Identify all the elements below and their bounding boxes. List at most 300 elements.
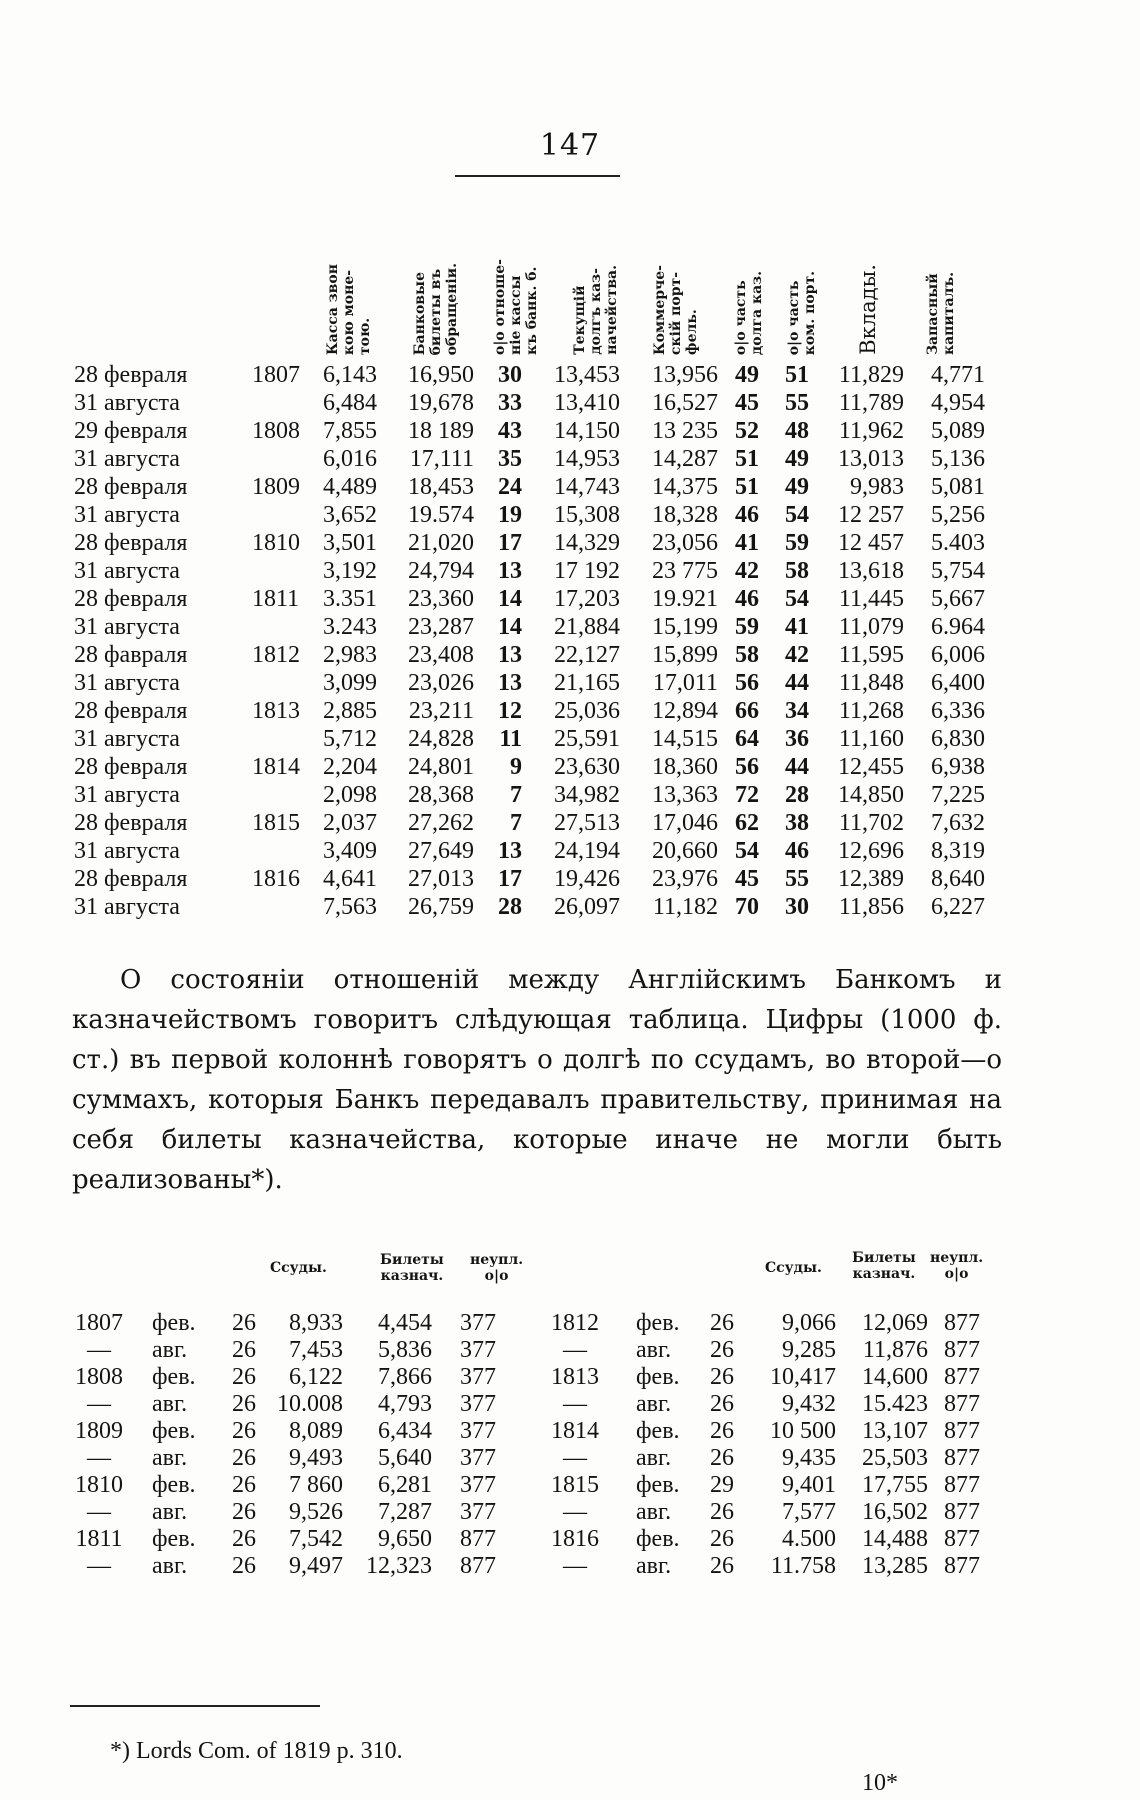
cell-kassa: 6,484: [323, 390, 377, 416]
cell-pct-portf: 41: [785, 614, 809, 640]
left-cell-day: 26: [232, 1472, 256, 1498]
cell-vklady: 11,595: [838, 642, 904, 668]
header-pct-portf: o|o часть ком. порт.: [786, 270, 818, 355]
cell-pct-kassa: 13: [498, 670, 522, 696]
cell-date: 31 августа: [74, 558, 180, 584]
cell-pct-dolg: 42: [735, 558, 759, 584]
cell-dolg: 22,127: [554, 642, 620, 668]
cell-pct-kassa: 9: [510, 754, 522, 780]
cell-date: 31 августа: [74, 838, 180, 864]
cell-year: 1812: [252, 642, 300, 668]
cell-vklady: 11,268: [838, 698, 904, 724]
right-cell-year: —: [563, 1553, 587, 1579]
cell-portfel: 20,660: [652, 838, 718, 864]
cell-kassa: 2,204: [323, 754, 377, 780]
left-cell-month: авг.: [152, 1553, 188, 1579]
right-cell-day: 26: [710, 1526, 734, 1552]
right-cell-year: 1812: [551, 1310, 599, 1336]
right-cell-day: 26: [710, 1310, 734, 1336]
cell-portfel: 18,328: [652, 502, 718, 528]
cell-pct-portf: 49: [785, 474, 809, 500]
cell-date: 28 февраля: [74, 810, 188, 836]
right-cell-year: —: [563, 1499, 587, 1525]
right-cell-month: авг.: [636, 1391, 672, 1417]
right-cell-neupl: 877: [944, 1499, 980, 1525]
left-cell-neupl: 377: [460, 1499, 496, 1525]
cell-pct-portf: 59: [785, 530, 809, 556]
cell-zapas: 6,336: [931, 698, 985, 724]
cell-zapas: 5.403: [931, 530, 985, 556]
left-cell-bilety: 6,434: [378, 1418, 432, 1444]
left-cell-bilety: 4,454: [378, 1310, 432, 1336]
left-cell-year: —: [87, 1337, 111, 1363]
cell-date: 31 августа: [74, 502, 180, 528]
cell-pct-portf: 44: [785, 754, 809, 780]
left-cell-month: фев.: [152, 1472, 196, 1498]
left-cell-ssudy: 10.008: [277, 1391, 343, 1417]
cell-zapas: 5,667: [931, 586, 985, 612]
cell-pct-kassa: 7: [510, 810, 522, 836]
cell-pct-portf: 28: [785, 782, 809, 808]
left-cell-year: —: [87, 1499, 111, 1525]
cell-pct-kassa: 12: [498, 698, 522, 724]
right-cell-bilety: 13,107: [862, 1418, 928, 1444]
cell-date: 31 августа: [74, 726, 180, 752]
left-cell-neupl: 377: [460, 1364, 496, 1390]
cell-zapas: 4,954: [931, 390, 985, 416]
cell-kassa: 6,016: [323, 446, 377, 472]
header-vklady: Вклады.: [856, 264, 880, 355]
right-cell-day: 26: [710, 1499, 734, 1525]
left-cell-bilety: 12,323: [366, 1553, 432, 1579]
cell-kassa: 3,409: [323, 838, 377, 864]
left-cell-ssudy: 7 860: [289, 1472, 343, 1498]
cell-year: 1814: [252, 754, 300, 780]
cell-zapas: 8,640: [931, 866, 985, 892]
cell-date: 28 февраля: [74, 754, 188, 780]
left-cell-bilety: 7,287: [378, 1499, 432, 1525]
left-cell-neupl: 877: [460, 1553, 496, 1579]
table1-headers: [0, 195, 1140, 355]
cell-date: 29 февраля: [74, 418, 188, 444]
right-cell-neupl: 877: [944, 1418, 980, 1444]
cell-year: 1813: [252, 698, 300, 724]
right-cell-day: 26: [710, 1418, 734, 1444]
cell-pct-kassa: 7: [510, 782, 522, 808]
cell-bilety: 18,453: [408, 474, 474, 500]
cell-dolg: 21,884: [554, 614, 620, 640]
cell-year: 1810: [252, 530, 300, 556]
right-cell-neupl: 877: [944, 1472, 980, 1498]
cell-dolg: 13,410: [554, 390, 620, 416]
left-cell-neupl: 377: [460, 1391, 496, 1417]
cell-portfel: 13,956: [652, 362, 718, 388]
right-cell-month: авг.: [636, 1337, 672, 1363]
left-cell-year: —: [87, 1391, 111, 1417]
cell-zapas: 5,256: [931, 502, 985, 528]
right-cell-month: авг.: [636, 1499, 672, 1525]
right-cell-month: авг.: [636, 1553, 672, 1579]
t2-header-neupl-right: неупл. o|o: [930, 1250, 984, 1282]
cell-kassa: 5,712: [323, 726, 377, 752]
header-bilety: Банковые билеты въ обращенiи.: [412, 262, 460, 355]
cell-pct-dolg: 54: [735, 838, 759, 864]
cell-vklady: 11,789: [838, 390, 904, 416]
left-cell-day: 26: [232, 1310, 256, 1336]
cell-date: 28 февраля: [74, 698, 188, 724]
cell-kassa: 2,098: [323, 782, 377, 808]
right-cell-ssudy: 11.758: [770, 1553, 836, 1579]
cell-pct-dolg: 51: [735, 446, 759, 472]
cell-dolg: 25,591: [554, 726, 620, 752]
left-cell-day: 26: [232, 1553, 256, 1579]
cell-pct-portf: 46: [785, 838, 809, 864]
cell-dolg: 26,097: [554, 894, 620, 920]
cell-bilety: 23,287: [408, 614, 474, 640]
right-cell-bilety: 17,755: [862, 1472, 928, 1498]
cell-pct-dolg: 41: [735, 530, 759, 556]
cell-date: 28 февраля: [74, 586, 188, 612]
cell-zapas: 7,225: [931, 782, 985, 808]
cell-pct-dolg: 72: [735, 782, 759, 808]
cell-portfel: 15,199: [652, 614, 718, 640]
left-cell-month: авг.: [152, 1391, 188, 1417]
right-cell-year: 1814: [551, 1418, 599, 1444]
right-cell-day: 26: [710, 1364, 734, 1390]
right-cell-bilety: 15.423: [862, 1391, 928, 1417]
left-cell-day: 26: [232, 1337, 256, 1363]
cell-pct-dolg: 70: [735, 894, 759, 920]
cell-pct-dolg: 52: [735, 418, 759, 444]
cell-zapas: 4,771: [931, 362, 985, 388]
cell-vklady: 13,013: [838, 446, 904, 472]
cell-bilety: 27,013: [408, 866, 474, 892]
left-cell-ssudy: 9,526: [289, 1499, 343, 1525]
cell-bilety: 23,026: [408, 670, 474, 696]
cell-dolg: 25,036: [554, 698, 620, 724]
cell-pct-dolg: 62: [735, 810, 759, 836]
left-cell-neupl: 877: [460, 1526, 496, 1552]
cell-vklady: 12 257: [838, 502, 904, 528]
cell-pct-kassa: 13: [498, 558, 522, 584]
right-cell-neupl: 877: [944, 1445, 980, 1471]
cell-kassa: 2,885: [323, 698, 377, 724]
right-cell-bilety: 16,502: [862, 1499, 928, 1525]
right-cell-day: 26: [710, 1445, 734, 1471]
cell-dolg: 17,203: [554, 586, 620, 612]
cell-zapas: 6.964: [931, 614, 985, 640]
left-cell-bilety: 9,650: [378, 1526, 432, 1552]
cell-vklady: 14,850: [838, 782, 904, 808]
cell-date: 31 августа: [74, 614, 180, 640]
cell-pct-portf: 38: [785, 810, 809, 836]
cell-kassa: 3,652: [323, 502, 377, 528]
cell-vklady: 11,445: [838, 586, 904, 612]
left-cell-year: 1807: [75, 1310, 123, 1336]
cell-bilety: 26,759: [408, 894, 474, 920]
cell-kassa: 6,143: [323, 362, 377, 388]
cell-dolg: 15,308: [554, 502, 620, 528]
cell-pct-dolg: 59: [735, 614, 759, 640]
t2-header-ssudy: Ссуды.: [270, 1260, 327, 1276]
t2-header-bilety: Билеты казнач.: [380, 1252, 444, 1284]
cell-pct-dolg: 64: [735, 726, 759, 752]
left-cell-neupl: 377: [460, 1310, 496, 1336]
left-cell-year: 1808: [75, 1364, 123, 1390]
cell-date: 31 августа: [74, 446, 180, 472]
cell-zapas: 5,089: [931, 418, 985, 444]
left-cell-ssudy: 9,493: [289, 1445, 343, 1471]
cell-pct-portf: 44: [785, 670, 809, 696]
cell-bilety: 27,649: [408, 838, 474, 864]
cell-bilety: 23,408: [408, 642, 474, 668]
cell-pct-portf: 42: [785, 642, 809, 668]
cell-pct-portf: 55: [785, 866, 809, 892]
cell-zapas: 6,938: [931, 754, 985, 780]
cell-portfel: 17,011: [652, 670, 718, 696]
cell-vklady: 11,702: [838, 810, 904, 836]
cell-kassa: 4,641: [323, 866, 377, 892]
cell-zapas: 6,830: [931, 726, 985, 752]
cell-year: 1809: [252, 474, 300, 500]
right-cell-ssudy: 7,577: [782, 1499, 836, 1525]
right-cell-day: 26: [710, 1553, 734, 1579]
right-cell-day: 26: [710, 1391, 734, 1417]
left-cell-month: авг.: [152, 1499, 188, 1525]
page-number: 147: [539, 128, 601, 163]
left-cell-year: 1809: [75, 1418, 123, 1444]
right-cell-year: —: [563, 1337, 587, 1363]
cell-zapas: 6,006: [931, 642, 985, 668]
right-cell-month: фев.: [636, 1364, 680, 1390]
cell-pct-kassa: 43: [498, 418, 522, 444]
page-number-rule: [455, 175, 620, 177]
cell-bilety: 23,211: [408, 698, 474, 724]
cell-pct-dolg: 51: [735, 474, 759, 500]
left-cell-bilety: 7,866: [378, 1364, 432, 1390]
right-cell-year: —: [563, 1391, 587, 1417]
right-cell-year: 1816: [551, 1526, 599, 1552]
cell-zapas: 5,754: [931, 558, 985, 584]
cell-date: 31 августа: [74, 894, 180, 920]
cell-portfel: 18,360: [652, 754, 718, 780]
cell-vklady: 11,829: [838, 362, 904, 388]
left-cell-neupl: 377: [460, 1472, 496, 1498]
cell-zapas: 8,319: [931, 838, 985, 864]
cell-year: 1807: [252, 362, 300, 388]
cell-portfel: 11,182: [652, 894, 718, 920]
cell-pct-kassa: 35: [498, 446, 522, 472]
right-cell-neupl: 877: [944, 1526, 980, 1552]
left-cell-day: 26: [232, 1418, 256, 1444]
cell-pct-portf: 36: [785, 726, 809, 752]
header-kassa: Касса звон кою моне- тою.: [325, 263, 373, 355]
cell-portfel: 13,363: [652, 782, 718, 808]
cell-date: 28 февраля: [74, 530, 188, 556]
cell-bilety: 27,262: [408, 810, 474, 836]
cell-pct-kassa: 24: [498, 474, 522, 500]
cell-pct-dolg: 66: [735, 698, 759, 724]
cell-date: 31 августа: [74, 782, 180, 808]
cell-vklady: 9,983: [850, 474, 904, 500]
cell-bilety: 18 189: [408, 418, 474, 444]
left-cell-month: фев.: [152, 1364, 196, 1390]
cell-portfel: 14,375: [652, 474, 718, 500]
cell-vklady: 11,848: [838, 670, 904, 696]
cell-portfel: 16,527: [652, 390, 718, 416]
t2-header-bilety-right: Билеты казнач.: [852, 1250, 916, 1282]
cell-pct-kassa: 17: [498, 866, 522, 892]
right-cell-bilety: 25,503: [862, 1445, 928, 1471]
left-cell-ssudy: 8,089: [289, 1418, 343, 1444]
cell-date: 28 фавраля: [74, 642, 188, 668]
cell-vklady: 11,856: [838, 894, 904, 920]
cell-bilety: 17,111: [409, 446, 474, 472]
cell-pct-kassa: 13: [498, 838, 522, 864]
cell-vklady: 12,389: [838, 866, 904, 892]
cell-year: 1811: [252, 586, 300, 612]
cell-date: 31 августа: [74, 670, 180, 696]
cell-bilety: 24,801: [408, 754, 474, 780]
left-cell-ssudy: 7,542: [289, 1526, 343, 1552]
cell-vklady: 12 457: [838, 530, 904, 556]
body-paragraph: О состоянiи отношенiй между Англiйскимъ Банкомъ и казначействомъ говоритъ слѣдующая таблица. Цифры (1000 ф. ст.) въ первой колоннѣ говорятъ о долгѣ по ссудамъ, во второй—о суммахъ, которыя Банкъ передавалъ правительству, принимая на себя билеты казначейства, которые иначе не могли быть реализованы*).: [72, 965, 1002, 1195]
cell-portfel: 13 235: [652, 418, 718, 444]
cell-pct-kassa: 11: [499, 726, 522, 752]
cell-pct-kassa: 30: [498, 362, 522, 388]
cell-pct-portf: 51: [785, 362, 809, 388]
cell-date: 28 февраля: [74, 866, 188, 892]
cell-pct-kassa: 19: [498, 502, 522, 528]
left-cell-year: 1811: [75, 1526, 123, 1552]
header-pct-kassa: o|o отноше- нiе кассы къ банк. б.: [492, 258, 540, 355]
cell-date: 28 февраля: [74, 474, 188, 500]
cell-vklady: 12,696: [838, 838, 904, 864]
left-cell-ssudy: 6,122: [289, 1364, 343, 1390]
cell-dolg: 21,165: [554, 670, 620, 696]
left-cell-bilety: 5,640: [378, 1445, 432, 1471]
cell-kassa: 4,489: [323, 474, 377, 500]
cell-date: 31 августа: [74, 390, 180, 416]
cell-kassa: 3.351: [323, 586, 377, 612]
cell-portfel: 23,976: [652, 866, 718, 892]
right-cell-month: авг.: [636, 1445, 672, 1471]
cell-portfel: 14,287: [652, 446, 718, 472]
cell-dolg: 14,953: [554, 446, 620, 472]
left-cell-neupl: 377: [460, 1418, 496, 1444]
right-cell-ssudy: 9,066: [782, 1310, 836, 1336]
cell-portfel: 14,515: [652, 726, 718, 752]
cell-year: 1815: [252, 810, 300, 836]
right-cell-ssudy: 9,432: [782, 1391, 836, 1417]
right-cell-neupl: 877: [944, 1391, 980, 1417]
left-cell-month: авг.: [152, 1445, 188, 1471]
t2-header-ssudy-right: Ссуды.: [765, 1260, 822, 1276]
cell-vklady: 13,618: [838, 558, 904, 584]
cell-kassa: 7,855: [323, 418, 377, 444]
header-portfel: Коммерче- скiй порт- фель.: [652, 264, 700, 355]
footnote: *) Lords Com. of 1819 p. 310.: [110, 1738, 403, 1764]
left-cell-day: 26: [232, 1445, 256, 1471]
cell-dolg: 34,982: [554, 782, 620, 808]
cell-pct-dolg: 45: [735, 866, 759, 892]
signature-mark: 10*: [862, 1770, 898, 1796]
cell-zapas: 7,632: [931, 810, 985, 836]
cell-bilety: 19,678: [408, 390, 474, 416]
header-zapas: Запасный капиталъ.: [925, 271, 957, 355]
cell-pct-portf: 58: [785, 558, 809, 584]
cell-pct-dolg: 46: [735, 586, 759, 612]
right-cell-ssudy: 9,435: [782, 1445, 836, 1471]
cell-pct-kassa: 28: [498, 894, 522, 920]
cell-portfel: 19.921: [652, 586, 718, 612]
cell-portfel: 15,899: [652, 642, 718, 668]
cell-pct-dolg: 45: [735, 390, 759, 416]
right-cell-month: фев.: [636, 1310, 680, 1336]
right-cell-year: —: [563, 1445, 587, 1471]
left-cell-month: фев.: [152, 1526, 196, 1552]
header-dolg: Текущiй долгъ каз- начейства.: [572, 265, 620, 355]
cell-portfel: 12,894: [652, 698, 718, 724]
left-cell-ssudy: 7,453: [289, 1337, 343, 1363]
right-cell-day: 29: [710, 1472, 734, 1498]
right-cell-year: 1813: [551, 1364, 599, 1390]
right-cell-bilety: 13,285: [862, 1553, 928, 1579]
cell-pct-kassa: 33: [498, 390, 522, 416]
cell-dolg: 19,426: [554, 866, 620, 892]
right-cell-ssudy: 10,417: [770, 1364, 836, 1390]
right-cell-ssudy: 10 500: [770, 1418, 836, 1444]
right-cell-ssudy: 9,285: [782, 1337, 836, 1363]
cell-year: 1808: [252, 418, 300, 444]
cell-year: 1816: [252, 866, 300, 892]
right-cell-month: фев.: [636, 1418, 680, 1444]
cell-pct-dolg: 49: [735, 362, 759, 388]
right-cell-bilety: 12,069: [862, 1310, 928, 1336]
cell-kassa: 3,099: [323, 670, 377, 696]
left-cell-day: 26: [232, 1391, 256, 1417]
left-cell-neupl: 377: [460, 1445, 496, 1471]
right-cell-neupl: 877: [944, 1310, 980, 1336]
cell-pct-kassa: 14: [498, 586, 522, 612]
cell-dolg: 17 192: [554, 558, 620, 584]
cell-kassa: 3,192: [323, 558, 377, 584]
right-cell-ssudy: 9,401: [782, 1472, 836, 1498]
cell-pct-dolg: 46: [735, 502, 759, 528]
cell-pct-kassa: 14: [498, 614, 522, 640]
header-pct-dolg: o|o часть долга каз.: [733, 270, 765, 355]
left-cell-year: —: [87, 1553, 111, 1579]
cell-bilety: 24,828: [408, 726, 474, 752]
cell-vklady: 11,079: [838, 614, 904, 640]
cell-zapas: 5,081: [931, 474, 985, 500]
left-cell-year: 1810: [75, 1472, 123, 1498]
cell-pct-kassa: 17: [498, 530, 522, 556]
cell-bilety: 19.574: [408, 502, 474, 528]
footnote-rule: [70, 1705, 320, 1707]
right-cell-bilety: 14,488: [862, 1526, 928, 1552]
left-cell-day: 26: [232, 1526, 256, 1552]
cell-vklady: 11,962: [838, 418, 904, 444]
right-cell-neupl: 877: [944, 1553, 980, 1579]
cell-dolg: 23,630: [554, 754, 620, 780]
cell-bilety: 28,368: [408, 782, 474, 808]
left-cell-bilety: 6,281: [378, 1472, 432, 1498]
cell-pct-portf: 49: [785, 446, 809, 472]
left-cell-bilety: 4,793: [378, 1391, 432, 1417]
cell-portfel: 17,046: [652, 810, 718, 836]
cell-pct-dolg: 56: [735, 754, 759, 780]
